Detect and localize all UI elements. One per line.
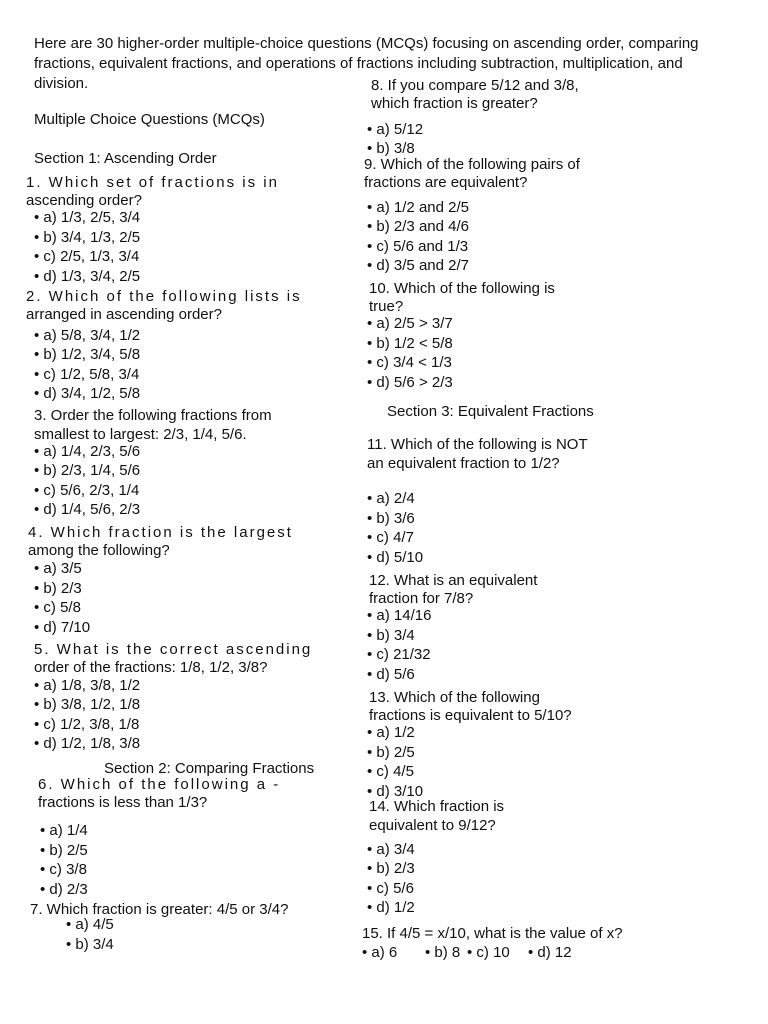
q1-option-b: • b) 3/4, 1/3, 2/5 [34,229,141,246]
question-11-line-1: 11. Which of the following is NOT [367,436,588,453]
q8-option-b: • b) 3/8 [367,140,415,157]
q15-option-b: • b) 8 [425,944,461,961]
q9-option-a: • a) 1/2 and 2/5 [367,199,469,216]
question-12-line-2: fraction for 7/8? [369,590,474,607]
q11-option-d: • d) 5/10 [367,549,424,566]
question-14-line-2: equivalent to 9/12? [369,817,496,834]
q15-option-c: • c) 10 [467,944,510,961]
q14-option-c: • c) 5/6 [367,880,414,897]
q3-option-d: • d) 1/4, 5/6, 2/3 [34,501,141,518]
q9-option-c: • c) 5/6 and 1/3 [367,238,469,255]
intro-paragraph: Here are 30 higher-order multiple-choice questions (MCQs) focusing on ascending order, comparing fractions, equivalent fractions, and operations of fractions including subtraction, multiplication, and division. [34,35,699,92]
question-9-line-1: 9. Which of the following pairs of [364,156,580,173]
q1-option-a: • a) 1/3, 2/5, 3/4 [34,209,141,226]
q14-option-a: • a) 3/4 [367,841,415,858]
q1-option-c: • c) 2/5, 1/3, 3/4 [34,248,140,265]
q2-option-c: • c) 1/2, 5/8, 3/4 [34,366,140,383]
section-2-heading: Section 2: Comparing Fractions [104,760,315,777]
q11-option-c: • c) 4/7 [367,529,414,546]
question-4-line-2: among the following? [28,542,170,559]
q13-option-c: • c) 4/5 [367,763,414,780]
q4-option-d: • d) 7/10 [34,619,91,636]
q3-option-a: • a) 1/4, 2/3, 5/6 [34,443,141,460]
q2-option-a: • a) 5/8, 3/4, 1/2 [34,327,141,344]
question-15-line-1: 15. If 4/5 = x/10, what is the value of x? [362,925,623,942]
q2-option-d: • d) 3/4, 1/2, 5/8 [34,385,141,402]
q11-option-a: • a) 2/4 [367,490,415,507]
question-2-line-1: 2. Which of the following lists is [26,288,302,305]
q10-option-c: • c) 3/4 < 1/3 [367,354,452,371]
question-1-line-1: 1. Which set of fractions is in [26,174,279,191]
q14-option-b: • b) 2/3 [367,860,415,877]
q4-option-a: • a) 3/5 [34,560,82,577]
q5-option-a: • a) 1/8, 3/8, 1/2 [34,677,141,694]
question-9-line-2: fractions are equivalent? [364,174,528,191]
q2-option-b: • b) 1/2, 3/4, 5/8 [34,346,141,363]
question-3-line-2: smallest to largest: 2/3, 1/4, 5/6. [34,426,247,443]
question-13-line-1: 13. Which of the following [369,689,540,706]
question-1-line-2: ascending order? [26,192,142,209]
q8-option-a: • a) 5/12 [367,121,424,138]
q12-option-d: • d) 5/6 [367,666,415,683]
q6-option-a: • a) 1/4 [40,822,88,839]
q10-option-d: • d) 5/6 > 2/3 [367,374,453,391]
q6-option-b: • b) 2/5 [40,842,88,859]
question-7-line-1: 7. Which fraction is greater: 4/5 or 3/4? [30,901,289,918]
mcq-heading: Multiple Choice Questions (MCQs) [34,111,265,128]
question-14-line-1: 14. Which fraction is [369,798,505,815]
q10-option-b: • b) 1/2 < 5/8 [367,335,453,352]
q12-option-a: • a) 14/16 [367,607,432,624]
question-4-line-1: 4. Which fraction is the largest [28,524,293,541]
q10-option-a: • a) 2/5 > 3/7 [367,315,453,332]
question-2-line-2: arranged in ascending order? [26,306,222,323]
question-10-line-1: 10. Which of the following is [369,280,555,297]
q11-option-b: • b) 3/6 [367,510,415,527]
q9-option-d: • d) 3/5 and 2/7 [367,257,469,274]
q13-option-a: • a) 1/2 [367,724,415,741]
q12-option-c: • c) 21/32 [367,646,431,663]
question-13-line-2: fractions is equivalent to 5/10? [369,707,572,724]
q7-option-b: • b) 3/4 [66,936,114,953]
q5-option-b: • b) 3/8, 1/2, 1/8 [34,696,141,713]
q13-option-d: • d) 3/10 [367,783,424,800]
q14-option-d: • d) 1/2 [367,899,415,916]
question-5-line-2: order of the fractions: 1/8, 1/2, 3/8? [34,659,268,676]
q5-option-d: • d) 1/2, 1/8, 3/8 [34,735,141,752]
q15-option-d: • d) 12 [528,944,572,961]
q15-option-a: • a) 6 [362,944,398,961]
question-5-line-1: 5. What is the correct ascending [34,641,313,658]
question-6-line-1: 6. Which of the following a - [38,776,281,793]
q4-option-b: • b) 2/3 [34,580,82,597]
q5-option-c: • c) 1/2, 3/8, 1/8 [34,716,140,733]
q3-option-b: • b) 2/3, 1/4, 5/6 [34,462,141,479]
q6-option-c: • c) 3/8 [40,861,87,878]
q4-option-c: • c) 5/8 [34,599,81,616]
q13-option-b: • b) 2/5 [367,744,415,761]
section-3-heading: Section 3: Equivalent Fractions [387,403,594,420]
question-6-line-2: fractions is less than 1/3? [38,794,208,811]
section-1-heading: Section 1: Ascending Order [34,150,217,167]
q9-option-b: • b) 2/3 and 4/6 [367,218,469,235]
question-8-line-2: which fraction is greater? [371,95,538,112]
q7-option-a: • a) 4/5 [66,916,114,933]
question-12-line-1: 12. What is an equivalent [369,572,538,589]
question-3-line-1: 3. Order the following fractions from [34,407,272,424]
question-8-line-1: 8. If you compare 5/12 and 3/8, [371,77,579,94]
q12-option-b: • b) 3/4 [367,627,415,644]
q6-option-d: • d) 2/3 [40,881,88,898]
question-11-line-2: an equivalent fraction to 1/2? [367,455,560,472]
q1-option-d: • d) 1/3, 3/4, 2/5 [34,268,141,285]
question-10-line-2: true? [369,298,404,315]
q3-option-c: • c) 5/6, 2/3, 1/4 [34,482,140,499]
